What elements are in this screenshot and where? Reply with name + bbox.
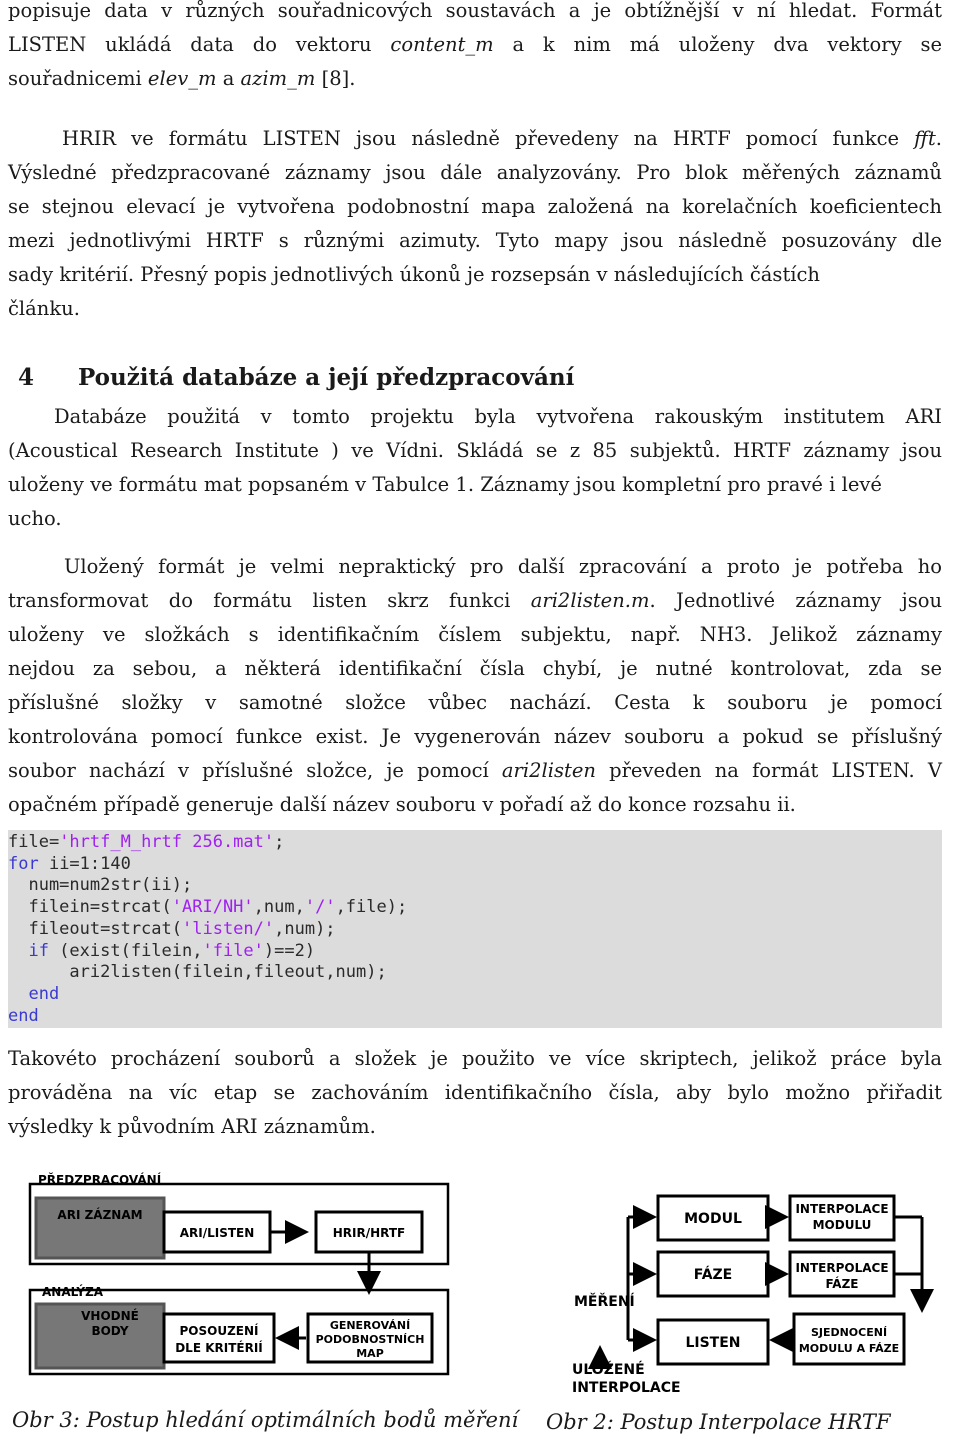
text-line: Uložený formát je velmi nepraktický pro další zpracování a proto je potřeba ho	[64, 555, 942, 578]
text-line	[8, 28, 942, 62]
code-line	[8, 962, 407, 984]
preprocessing-title: PŘEDZPRACOVÁNÍ	[38, 1173, 162, 1187]
svg-text:POSOUZENÍ: POSOUZENÍ	[179, 1324, 259, 1338]
italic-term: ari2listen	[501, 759, 596, 782]
mereni-label: MĚŘENÍ	[574, 1294, 635, 1310]
text-line: sady kritérií. Přesný popis jednotlivých úkonů je rozsepsán v následujících částích	[8, 263, 820, 286]
code-line	[8, 1006, 407, 1028]
text-line: se stejnou elevací je vytvořena podobnostní mapa založená na korelačních koeficientech	[8, 195, 942, 218]
text-line	[8, 584, 942, 618]
code-token: end	[8, 983, 60, 1004]
code-token: 'listen/'	[182, 918, 275, 939]
text-fragment: a k nim má uloženy dva vektory se	[493, 33, 942, 56]
svg-text:SJEDNOCENÍ: SJEDNOCENÍ	[810, 1326, 888, 1339]
ulozene-label-2: INTERPOLACE	[572, 1380, 681, 1396]
code-token: ari2listen(filein,fileout,num);	[8, 962, 387, 983]
italic-term: azim_m	[240, 67, 316, 90]
svg-text:DLE KRITÉRIÍ: DLE KRITÉRIÍ	[175, 1341, 263, 1355]
text-line: prováděna na víc etap se zachováním identifikačního čísla, aby bylo možno přiřadit	[8, 1081, 942, 1104]
text-line: Výsledné předzpracované záznamy jsou dále analyzovány. Pro blok měřených záznamů	[8, 161, 942, 184]
svg-text:MAP: MAP	[356, 1347, 384, 1360]
figure-3-caption: Obr 3: Postup hledání optimálních bodů měření	[12, 1408, 519, 1432]
ulozene-label-1: ULOŽENÉ	[572, 1362, 645, 1378]
code-line	[8, 897, 407, 919]
italic-term: ari2listen.m	[530, 589, 650, 612]
text-line: kontrolována pomocí funkce exist. Je vygenerován název souboru a pokud se příslušný	[8, 725, 942, 748]
code-token: ;	[274, 832, 285, 852]
text-fragment: transformovat do formátu listen skrz funkci	[8, 589, 531, 612]
text-line: (Acoustical Research Institute ) ve Vídni. Skládá se z 85 subjektů. HRTF záznamy jsou	[8, 439, 942, 462]
code-token: 'file'	[202, 940, 264, 961]
italic-term: content_m	[390, 33, 494, 56]
code-token: 'ARI/NH'	[171, 897, 254, 918]
code-token: ii=1:140	[38, 853, 131, 874]
code-token: (exist(filein,	[48, 940, 203, 961]
figure-2-caption: Obr 2: Postup Interpolace HRTF	[546, 1410, 891, 1434]
code-line	[8, 832, 407, 854]
text-line: článku.	[8, 297, 80, 320]
code-token: num=num2str(ii);	[8, 875, 193, 896]
text-line	[8, 754, 942, 788]
code-token: file=	[8, 832, 60, 852]
text-fragment: a	[216, 67, 241, 90]
code-listing	[8, 830, 942, 1028]
text-line: popisuje data v různých souřadnicových soustavách a je obtížnější v ní hledat. Formát	[8, 0, 942, 22]
text-line	[62, 122, 942, 156]
code-token: '/'	[304, 897, 336, 918]
text-fragment: . Jednotlivé záznamy jsou	[649, 589, 942, 612]
text-line: uloženy ve složkách s identifikačním číslem subjektu, např. NH3. Jelikož záznamy	[8, 623, 942, 646]
svg-text:ARI/LISTEN: ARI/LISTEN	[179, 1226, 255, 1240]
section-title: Použitá databáze a její předzpracování	[78, 364, 575, 391]
section-heading	[18, 364, 574, 391]
code-token: if	[8, 940, 49, 961]
svg-text:PODOBNOSTNÍCH: PODOBNOSTNÍCH	[315, 1333, 425, 1346]
text-fragment: .	[935, 127, 942, 150]
svg-text:GENEROVÁNÍ: GENEROVÁNÍ	[329, 1319, 411, 1332]
text-line: Takovéto procházení souborů a složek je použito ve více skriptech, jelikož práce byla	[8, 1047, 942, 1070]
code-line	[8, 875, 407, 897]
svg-text:MODULU: MODULU	[812, 1218, 872, 1232]
svg-text:BODY: BODY	[91, 1324, 129, 1338]
text-fragment: soubor nachází v příslušné složce, je pomocí	[8, 759, 502, 782]
text-fragment: souřadnicemi	[8, 67, 148, 90]
text-line: uloženy ve formátu mat popsaném v Tabulce 1. Záznamy jsou kompletní pro pravé i levé	[8, 473, 882, 496]
text-line	[8, 62, 942, 96]
svg-text:VHODNÉ: VHODNÉ	[81, 1309, 139, 1323]
code-line	[8, 854, 407, 876]
code-token: for	[8, 853, 39, 874]
text-line: opačném případě generuje další název souboru v pořadí až do konce rozsahu ii.	[8, 793, 796, 816]
code-token: 'hrtf_M_hrtf 256.mat'	[59, 832, 275, 852]
code-token: ,num);	[274, 918, 336, 939]
ari-zaznam-box	[36, 1198, 164, 1258]
svg-text:INTERPOLACE: INTERPOLACE	[795, 1202, 889, 1216]
text-line: Databáze použitá v tomto projektu byla vytvořena rakouským institutem ARI	[54, 405, 942, 428]
code-line	[8, 941, 407, 963]
code-token: fileout=strcat(	[8, 918, 182, 939]
analysis-title: ANALÝZA	[42, 1285, 104, 1299]
code-token: end	[8, 1005, 39, 1026]
text-line: příslušné složky v samotné složce vůbec nachází. Cesta k souboru je pomocí	[8, 691, 942, 714]
svg-text:FÁZE: FÁZE	[693, 1267, 733, 1283]
figure-3-diagram	[0, 1162, 480, 1402]
svg-text:ARI ZÁZNAM: ARI ZÁZNAM	[57, 1208, 143, 1222]
figure-2-diagram	[560, 1180, 960, 1405]
italic-term: fft	[914, 127, 936, 150]
text-line: mezi jednotlivými HRTF s různými azimuty. Tyto mapy jsou následně posuzovány dle	[8, 229, 942, 252]
code-line	[8, 984, 407, 1006]
svg-text:HRIR/HRTF: HRIR/HRTF	[332, 1226, 406, 1240]
code-token: ,num,	[253, 897, 305, 918]
text-fragment: HRIR ve formátu LISTEN jsou následně převedeny na HRTF pomocí funkce	[62, 127, 915, 150]
text-fragment: převeden na formát LISTEN. V	[595, 759, 942, 782]
code-token: )==2)	[263, 940, 316, 961]
svg-text:MODULU A FÁZE: MODULU A FÁZE	[798, 1342, 900, 1355]
sjednoceni-box	[794, 1314, 904, 1364]
svg-text:INTERPOLACE: INTERPOLACE	[795, 1261, 889, 1275]
code-token: ,file);	[335, 897, 408, 918]
text-line: nejdou za sebou, a některá identifikační čísla chybí, je nutné kontrolovat, zda se	[8, 657, 942, 680]
text-fragment: LISTEN ukládá data do vektoru	[8, 33, 391, 56]
svg-text:MODUL: MODUL	[684, 1211, 742, 1227]
svg-text:FÁZE: FÁZE	[825, 1277, 859, 1291]
section-number: 4	[18, 364, 35, 391]
code-line	[8, 919, 407, 941]
svg-text:LISTEN: LISTEN	[685, 1335, 741, 1351]
text-line: ucho.	[8, 507, 62, 530]
italic-term: elev_m	[147, 67, 217, 90]
code-token: filein=strcat(	[8, 897, 172, 918]
text-line: výsledky k původním ARI záznamům.	[8, 1115, 376, 1138]
text-fragment: [8].	[315, 67, 356, 90]
